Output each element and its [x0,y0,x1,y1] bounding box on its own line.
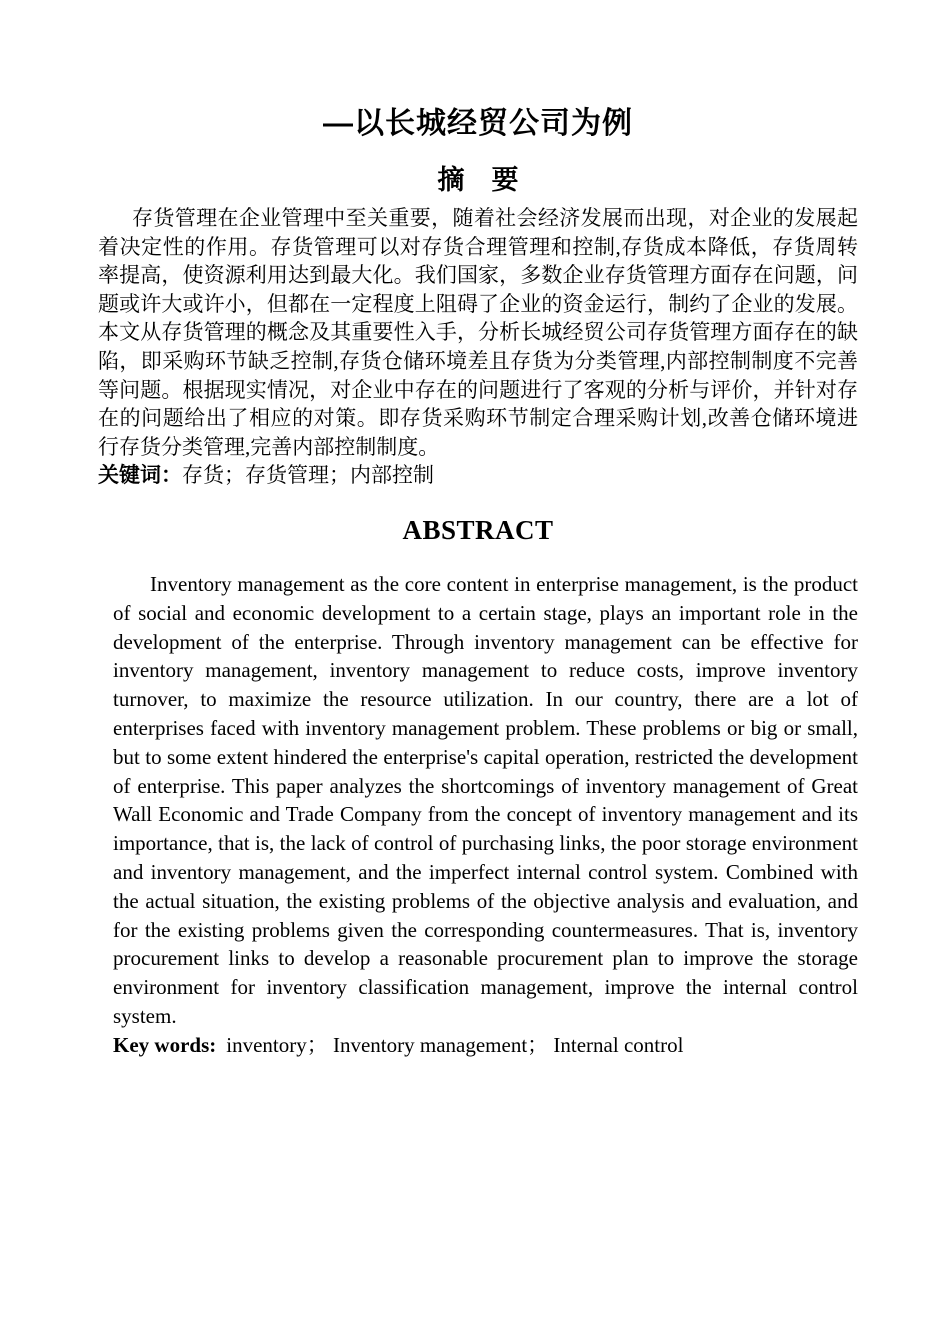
english-keywords-text: inventory； Inventory management； Internal control [226,1032,684,1057]
chinese-keywords-line [98,461,858,491]
english-keywords-label: Key words: [113,1032,217,1057]
chinese-keywords-text: 存货；存货管理；内部控制 [182,463,434,488]
chinese-keywords-label: 关键词： [98,464,182,488]
document-subtitle: —以长城经贸公司为例 [323,107,633,140]
chinese-abstract-paragraph: 存货管理在企业管理中至关重要，随着社会经济发展而出现，对企业的发展起着决定性的作用。存货管理可以对存货合理管理和控制,存货成本降低，存货周转率提高，使资源利用达到最大化。我们国家，多数企业存货管理方面存在问题，问题或许大或许小，但都在一定程度上阻碍了企业的资金运行，制约了企业的发展。本文从存货管理的概念及其重要性入手，分析长城经贸公司存货管理方面存在的缺陷，即采购环节缺乏控制,存货仓储环境差且存货为分类管理,内部控制制度不完善等问题。根据现实情况，对企业中存在的问题进行了客观的分析与评价，并针对存在的问题给出了相应的对策。即存货采购环节制定合理采购计划,改善仓储环境进行存货分类管理,完善内部控制制度。 [98,206,858,459]
english-keywords-line [113,1031,858,1060]
english-abstract-paragraph: Inventory management as the core content in enterprise management, is the product of social and economic development to a certain stage, plays an important role in the development of the enterprise. Through inventory management can be effective for inventory management, inventory management to reduce costs, improve inventory turnover, to maximize the resource utilization. In our country, there are a lot of enterprises faced with inventory management problem. These problems or big or small, but to some extent hindered the enterprise's capital operation, restricted the development of enterprise. This paper analyzes the shortcomings of inventory management of Great Wall Economic and Trade Company from the concept of inventory management and its importance, that is, the lack of control of purchasing links, the poor storage environment and inventory management, and the imperfect internal control system. Combined with the actual situation, the existing problems of the objective analysis and evaluation, and for the existing problems given the corresponding countermeasures. That is, inventory procurement links to develop a reasonable procurement plan to improve the storage environment for inventory classification management, improve the internal control system. [113,571,858,1028]
english-abstract-heading: ABSTRACT [402,514,554,545]
chinese-abstract-heading: 摘 要 [437,165,519,195]
